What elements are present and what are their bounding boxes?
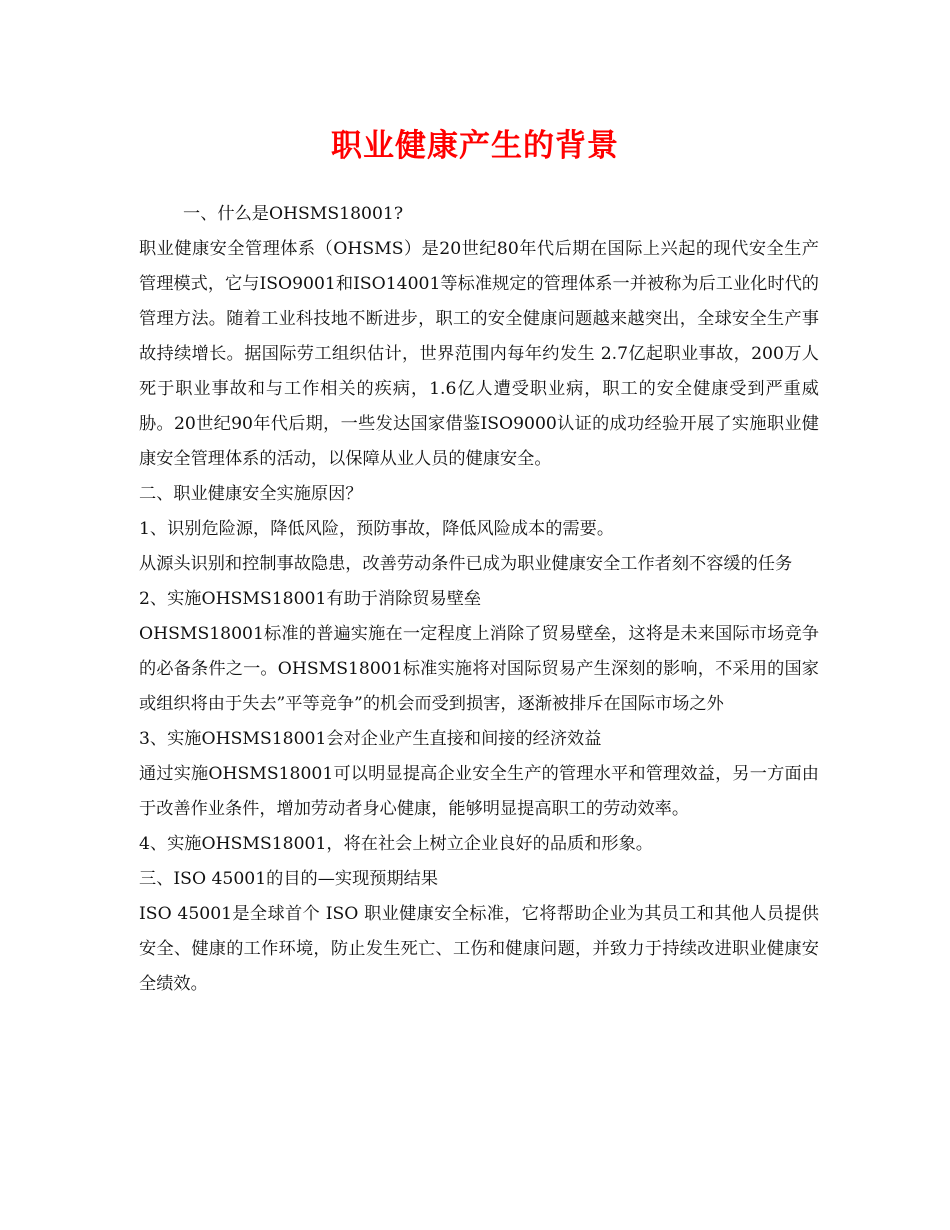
section-heading-2: 二、职业健康安全实施原因？: [139, 484, 363, 504]
body-paragraph: OHSMS18001标准的普遍实施在一定程度上消除了贸易壁垒，这将是未来国际市场竞争的必备条件之一。OHSMS18001标准实施将对国际贸易产生深刻的影响，不采用的国家或组织将由于失去”平等竞争”的机会而受到损害，逐渐被排斥在国际市场之外: [139, 624, 819, 714]
body-paragraph: ISO 45001是全球首个 ISO 职业健康安全标准，它将帮助企业为其员工和其他人员提供安全、健康的工作环境，防止发生死亡、工伤和健康问题，并致力于持续改进职业健康安全绩效。: [139, 904, 819, 994]
body-paragraph: 通过实施OHSMS18001可以明显提高企业安全生产的管理水平和管理效益，另一方面由于改善作业条件，增加劳动者身心健康，能够明显提高职工的劳动效率。: [139, 764, 819, 819]
list-item-4-heading: 4、实施OHSMS18001，将在社会上树立企业良好的品质和形象。: [139, 834, 653, 854]
document-title: 职业健康产生的背景: [331, 128, 619, 164]
list-item-1-heading: 1、识别危险源，降低风险，预防事故，降低风险成本的需要。: [139, 519, 615, 539]
body-paragraph: 从源头识别和控制事故隐患，改善劳动条件已成为职业健康安全工作者刻不容缓的任务: [139, 554, 793, 574]
section-heading-3: 三、ISO 45001的目的—实现预期结果: [139, 869, 439, 889]
section-heading-1: 一、什么是OHSMS18001?: [183, 204, 404, 224]
body-paragraph: 职业健康安全管理体系（OHSMS）是20世纪80年代后期在国际上兴起的现代安全生产管理模式，它与ISO9001和ISO14001等标准规定的管理体系一并被称为后工业化时代的管理方法。随着工业科技地不断进步，职工的安全健康问题越来越突出，全球安全生产事故持续增长。据国际劳工组织估计，世界范围内每年约发生 2.7亿起职业事故，200万人死于职业事故和与工作相关的疾病，1.6亿人遭受职业病，职工的安全健康受到严重威胁。20世纪90年代后期，一些发达国家借鉴ISO9000认证的成功经验开展了实施职业健康安全管理体系的活动，以保障从业人员的健康安全。: [139, 239, 819, 469]
document-body: [139, 197, 819, 1002]
list-item-2-heading: 2、实施OHSMS18001有助于消除贸易壁垒: [139, 589, 482, 609]
list-item-3-heading: 3、实施OHSMS18001会对企业产生直接和间接的经济效益: [139, 729, 602, 749]
